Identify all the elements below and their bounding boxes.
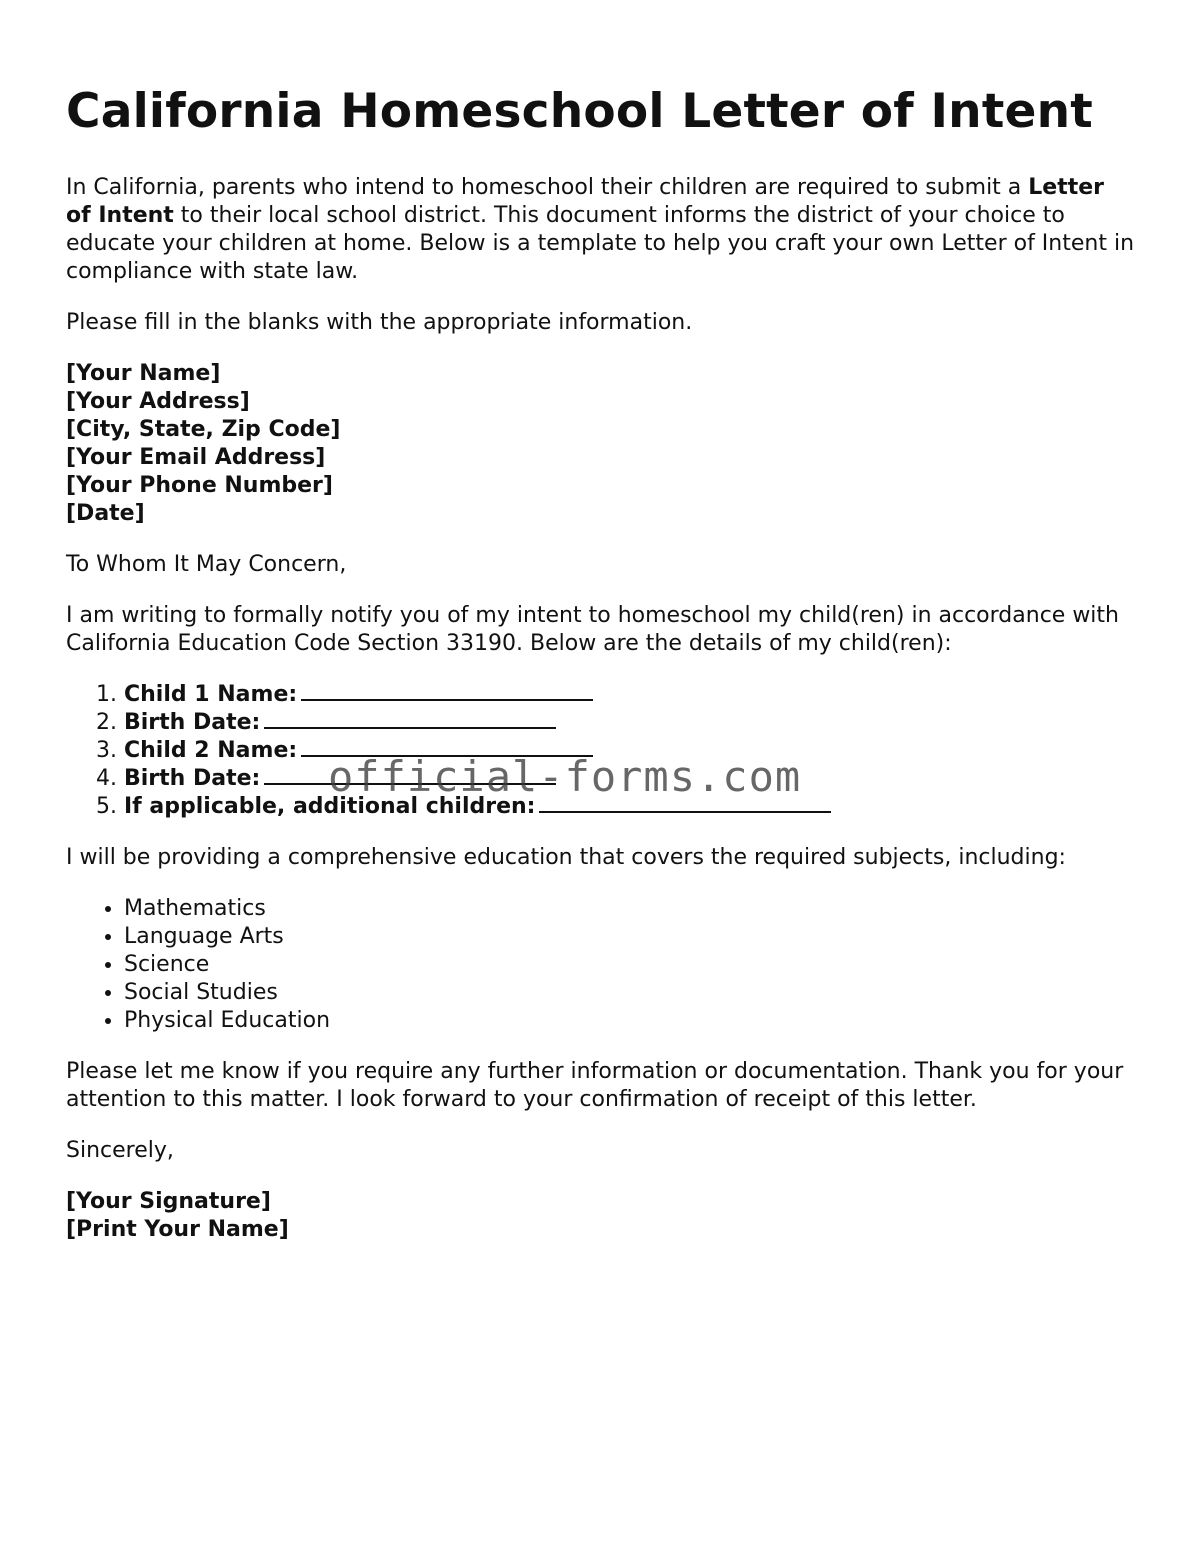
signature-line: [Your Signature] — [66, 1189, 271, 1214]
salutation: To Whom It May Concern, — [66, 552, 347, 577]
page-title: California Homeschool Letter of Intent — [66, 84, 1093, 139]
intro-bold-term: Letter of Intent — [66, 175, 1105, 228]
closing: Sincerely, — [66, 1138, 174, 1163]
list-item: • Social Studies — [124, 979, 1136, 1007]
printed-name-line: [Print Your Name] — [66, 1217, 289, 1242]
field-label: Child 2 Name: — [124, 738, 298, 763]
list-item: • Language Arts — [124, 923, 1136, 951]
body-paragraph-3: Please let me know if you require any further information or documentation. Thank you for your attention to this matter. I look forward to your confirmation of receipt of this letter. — [66, 1059, 1124, 1112]
intro-paragraph — [66, 174, 1136, 286]
list-item: • Mathematics — [124, 895, 1136, 923]
list-item: • Physical Education — [124, 1007, 1136, 1035]
field-label: If applicable, additional children: — [124, 794, 536, 819]
letter-content — [66, 84, 1136, 1244]
list-item — [124, 681, 1136, 709]
sender-phone: [Your Phone Number] — [66, 473, 333, 498]
intro-text-end: to their local school district. This document informs the district of your choice to educate your children at home. Below is a template to help you craft your own Letter of Intent in compliance with state law. — [66, 203, 1135, 284]
body-paragraph-2: I will be providing a comprehensive education that covers the required subjects, including: — [66, 845, 1066, 870]
list-item — [124, 709, 1136, 737]
intro-text-start: In California, parents who intend to homeschool their children are required to submit a — [66, 175, 1029, 200]
sender-name: [Your Name] — [66, 361, 221, 386]
instruction-text: Please fill in the blanks with the appropriate information. — [66, 310, 693, 335]
watermark: official-forms.com — [328, 752, 802, 801]
field-label: Birth Date: — [124, 710, 261, 735]
subjects-list — [66, 895, 1136, 1035]
fill-blank[interactable] — [301, 681, 593, 701]
signature-block — [66, 1188, 1136, 1244]
sender-date: [Date] — [66, 501, 145, 526]
sender-email: [Your Email Address] — [66, 445, 326, 470]
list-item: • Science — [124, 951, 1136, 979]
field-label: Child 1 Name: — [124, 682, 298, 707]
sender-address: [Your Address] — [66, 389, 250, 414]
sender-city: [City, State, Zip Code] — [66, 417, 341, 442]
sender-block — [66, 360, 1136, 528]
field-label: Birth Date: — [124, 766, 261, 791]
fill-blank[interactable] — [264, 709, 556, 729]
body-paragraph-1: I am writing to formally notify you of my intent to homeschool my child(ren) in accordance with California Education Code Section 33190. Below are the details of my child(ren): — [66, 603, 1119, 656]
